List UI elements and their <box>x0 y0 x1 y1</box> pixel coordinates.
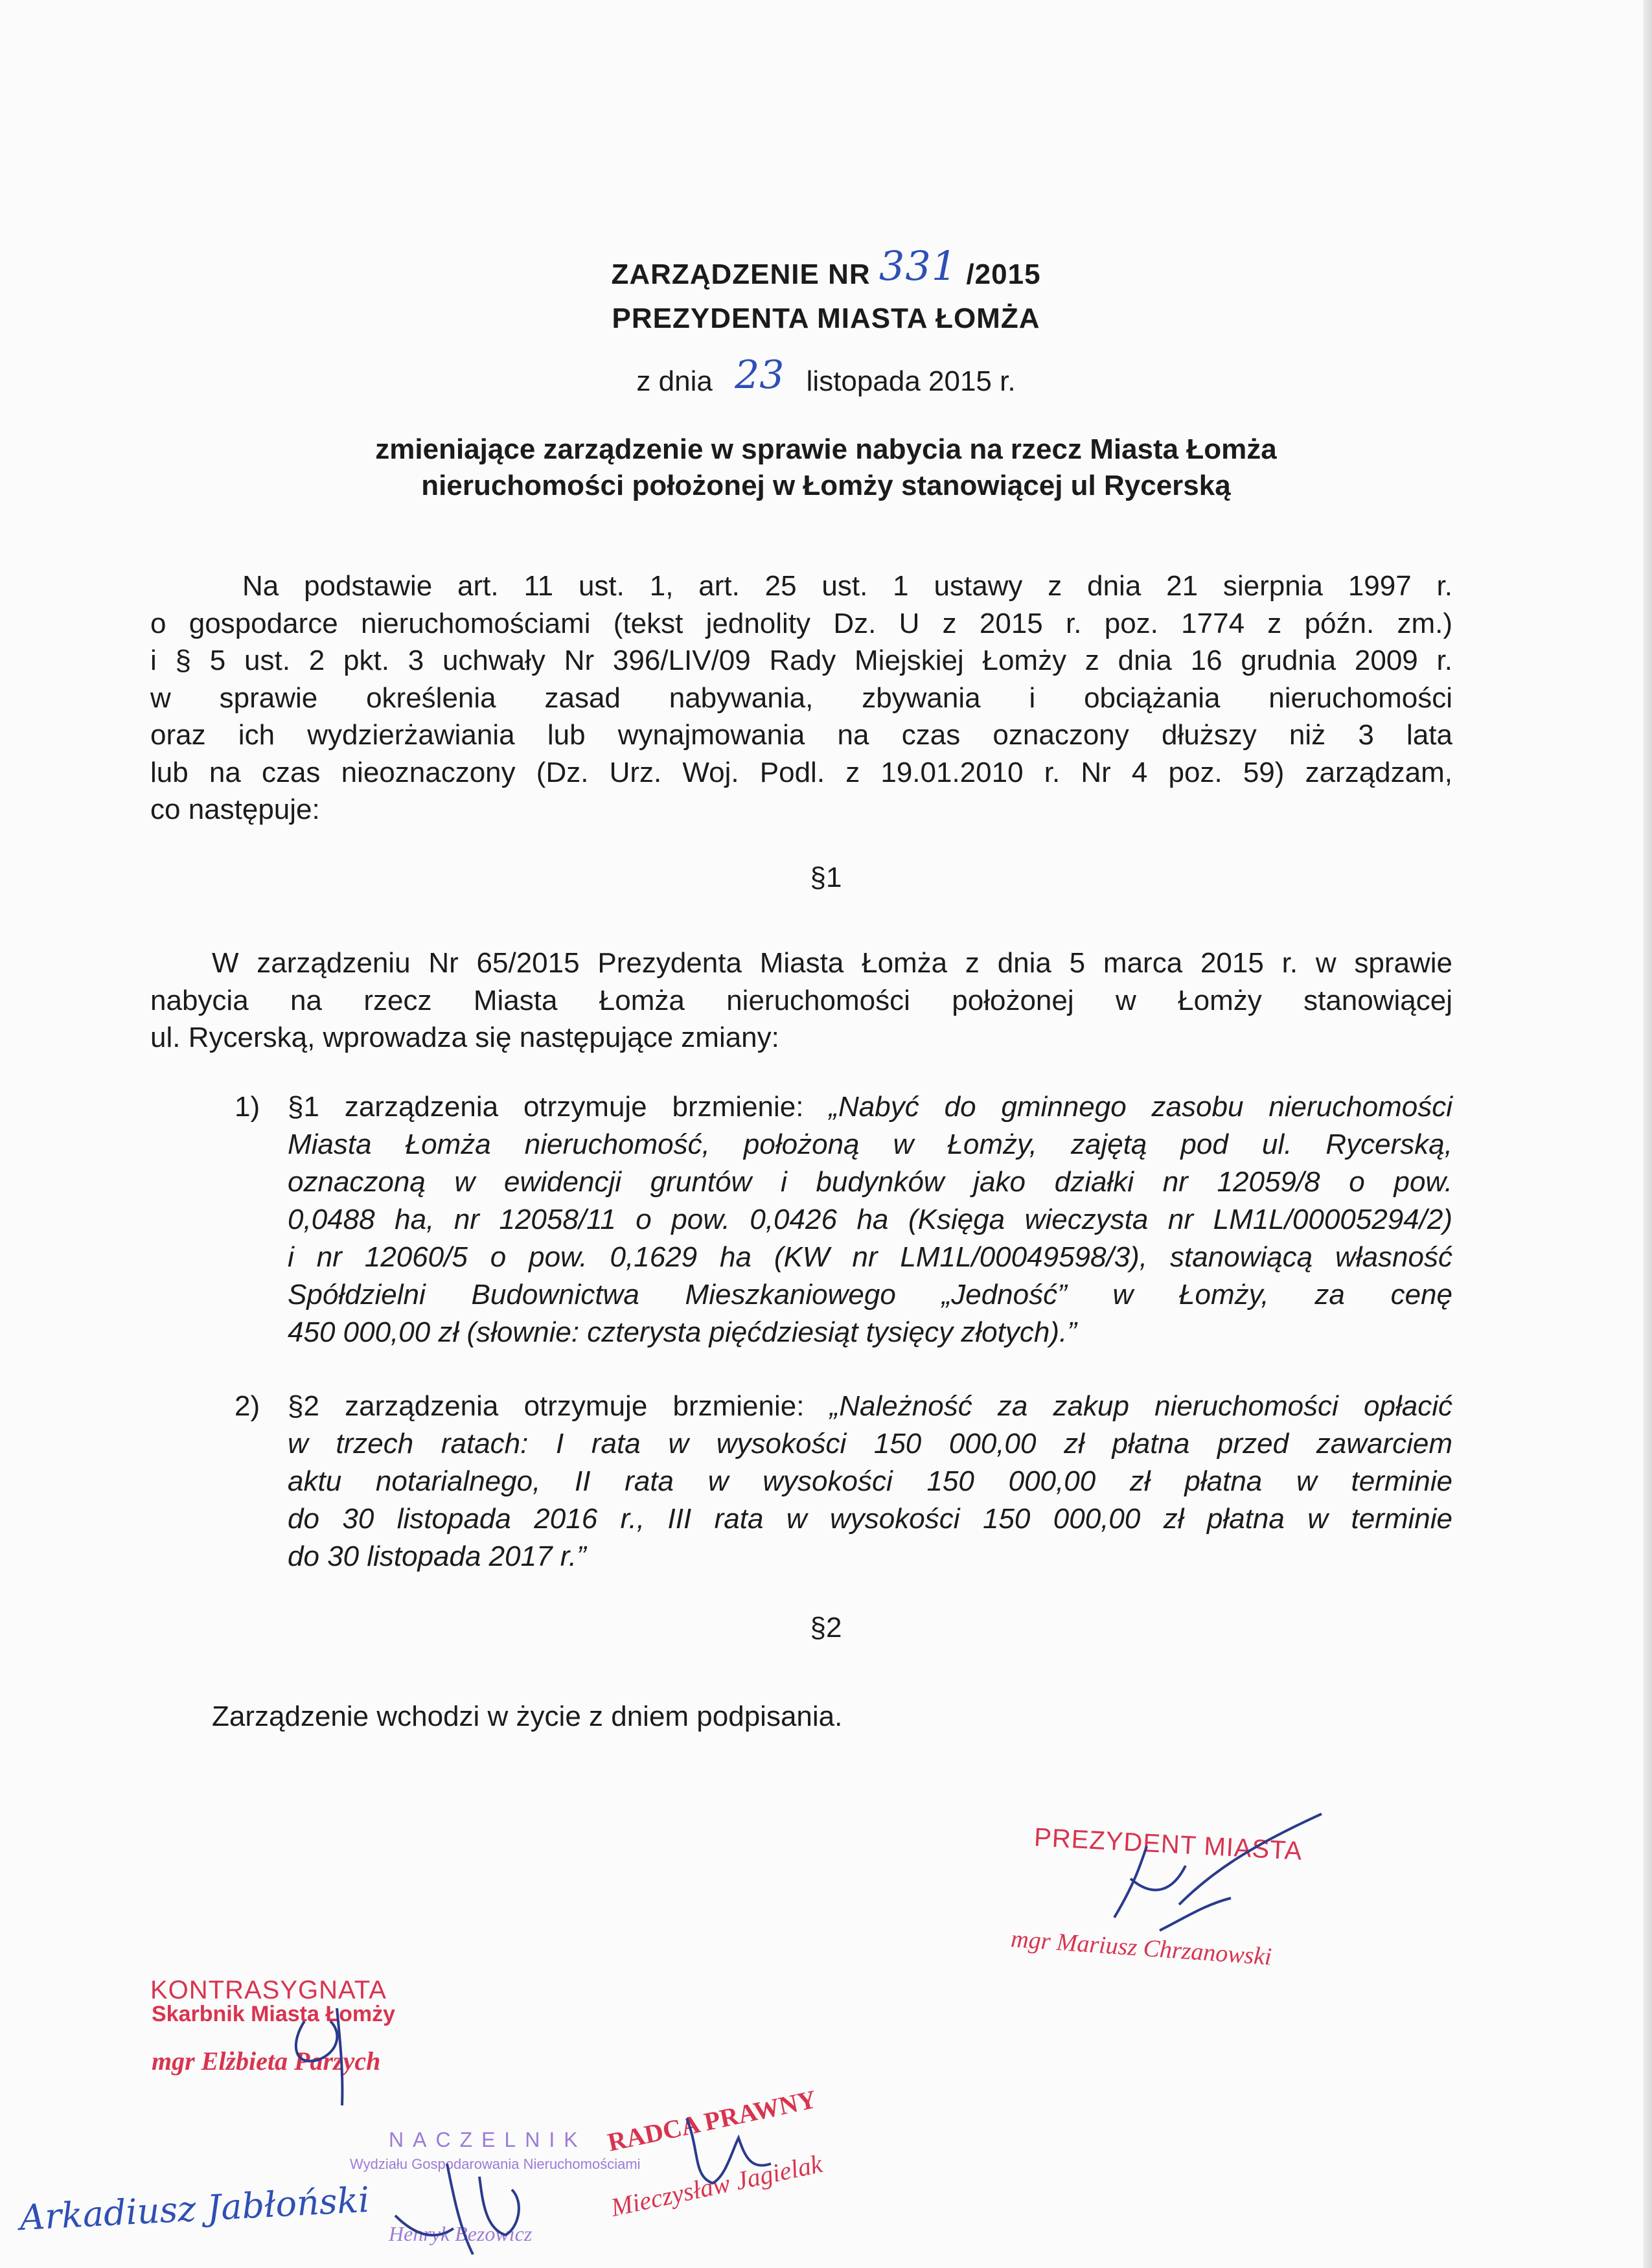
section-2-heading: §2 <box>810 1612 842 1644</box>
naczelnik-department: Wydziału Gospodarowania Nieruchomościami <box>350 2156 641 2172</box>
section-1-intro <box>150 945 1452 1057</box>
naczelnik-stamp-title: NACZELNIK <box>389 2128 587 2151</box>
preamble-line: o gospodarce nieruchomościami (tekst jednolity Dz. U z 2015 r. poz. 1774 z późn. zm.) <box>150 607 1452 639</box>
legal-advisor-title: RADCA PRAWNY <box>604 2084 819 2157</box>
item-line: aktu notarialnego, II rata w wysokości 150 000,00 zł płatna w terminie <box>288 1465 1452 1497</box>
handwritten-number: 331 <box>878 242 958 290</box>
subject-line-2: nieruchomości położonej w Łomży stanowiącej ul Rycerską <box>421 470 1231 501</box>
item-number: 2) <box>235 1390 260 1422</box>
item-line: do 30 listopada 2016 r., III rata w wysokości 150 000,00 zł płatna w terminie <box>288 1503 1452 1535</box>
item-number: 1) <box>235 1091 260 1123</box>
treasurer-name: mgr Elżbieta Parzych <box>152 2046 381 2076</box>
item-line: Miasta Łomża nieruchomość, położoną w Łomży, zajętą pod ul. Rycerską, <box>288 1128 1452 1160</box>
legal-advisor-signature-image <box>674 2099 803 2203</box>
section-1-heading: §1 <box>810 862 842 893</box>
ordinance-date: z dnia 23 listopada 2015 r. <box>636 352 1016 398</box>
item-line: do 30 listopada 2017 r.” <box>288 1541 586 1572</box>
naczelnik-signature-image <box>376 2138 544 2267</box>
president-signature-image <box>1095 1807 1328 1963</box>
item-line: §2 zarządzenia otrzymuje brzmienie: „Należność za zakup nieruchomości opłacić <box>288 1390 1452 1422</box>
preamble-line: co następuje: <box>150 794 320 825</box>
handwritten-name: Arkadiusz Jabłoński <box>18 2179 371 2239</box>
naczelnik-name: Henryk Bezowicz <box>389 2222 533 2245</box>
amendment-item-1 <box>235 1088 1452 1360</box>
preamble-line: i § 5 ust. 2 pkt. 3 uchwały Nr 396/LIV/09 Rady Miejskiej Łomży z dnia 16 grudnia 2009 r. <box>150 645 1452 676</box>
preamble-line: oraz ich wydzierżawiania lub wynajmowania na czas oznaczony dłuższy niż 3 lata <box>150 719 1452 751</box>
preamble-line: w sprawie określenia zasad nabywania, zbywania i obciążania nieruchomości <box>150 682 1452 714</box>
intro-line: ul. Rycerską, wprowadza się następujące zmiany: <box>150 1022 779 1053</box>
countersign-label: KONTRASYGNATA <box>150 1976 387 2004</box>
item-line: 0,0488 ha, nr 12058/11 o pow. 0,0426 ha (Księga wieczysta nr LM1L/00005294/2) <box>288 1204 1452 1235</box>
item-line: w trzech ratach: I rata w wysokości 150 000,00 zł płatna przed zawarciem <box>288 1428 1452 1460</box>
item-line: 450 000,00 zł (słownie: czterysta pięćdziesiąt tysięcy złotych).” <box>288 1316 1077 1348</box>
preamble-line: lub na czas nieoznaczony (Dz. Urz. Woj. Podl. z 19.01.2010 r. Nr 4 poz. 59) zarządzam, <box>150 756 1452 788</box>
president-stamp-name: mgr Mariusz Chrzanowski <box>1010 1925 1273 1971</box>
president-stamp-title: PREZYDENT MIASTA <box>1033 1823 1303 1866</box>
subject-line-1: zmieniające zarządzenie w sprawie nabycia na rzecz Miasta Łomża <box>375 433 1277 465</box>
scan-edge <box>1643 0 1652 2268</box>
treasurer-title: Skarbnik Miasta Łomży <box>152 2002 396 2026</box>
intro-line: nabycia na rzecz Miasta Łomża nieruchomości położonej w Łomży stanowiącej <box>150 984 1452 1016</box>
ordinance-title: ZARZĄDZENIE NR 331 /2015 <box>611 242 1041 290</box>
item-line: §1 zarządzenia otrzymuje brzmienie: „Nabyć do gminnego zasobu nieruchomości <box>288 1091 1452 1123</box>
preamble-line: Na podstawie art. 11 ust. 1, art. 25 ust. 1 ustawy z dnia 21 sierpnia 1997 r. <box>242 570 1452 602</box>
intro-line: W zarządzeniu Nr 65/2015 Prezydenta Miasta Łomża z dnia 5 marca 2015 r. w sprawie <box>212 947 1452 979</box>
amendment-item-2 <box>235 1388 1452 1582</box>
preamble <box>150 567 1452 829</box>
item-line: Spółdzielni Budownictwa Mieszkaniowego „Jedność” w Łomży, za cenę <box>288 1279 1452 1311</box>
section-2-text: Zarządzenie wchodzi w życie z dniem podpisania. <box>212 1701 843 1732</box>
legal-advisor-name: Mieczysław Jagielak <box>608 2148 825 2223</box>
item-line: i nr 12060/5 o pow. 0,1629 ha (KW nr LM1L/00049598/3), stanowiącą własność <box>288 1241 1452 1273</box>
issuing-authority: PREZYDENTA MIASTA ŁOMŻA <box>612 303 1040 334</box>
item-line: oznaczoną w ewidencji gruntów i budynków jako działki nr 12059/8 o pow. <box>288 1166 1452 1198</box>
treasurer-signature-image <box>266 1982 395 2112</box>
handwritten-day: 23 <box>735 352 785 398</box>
